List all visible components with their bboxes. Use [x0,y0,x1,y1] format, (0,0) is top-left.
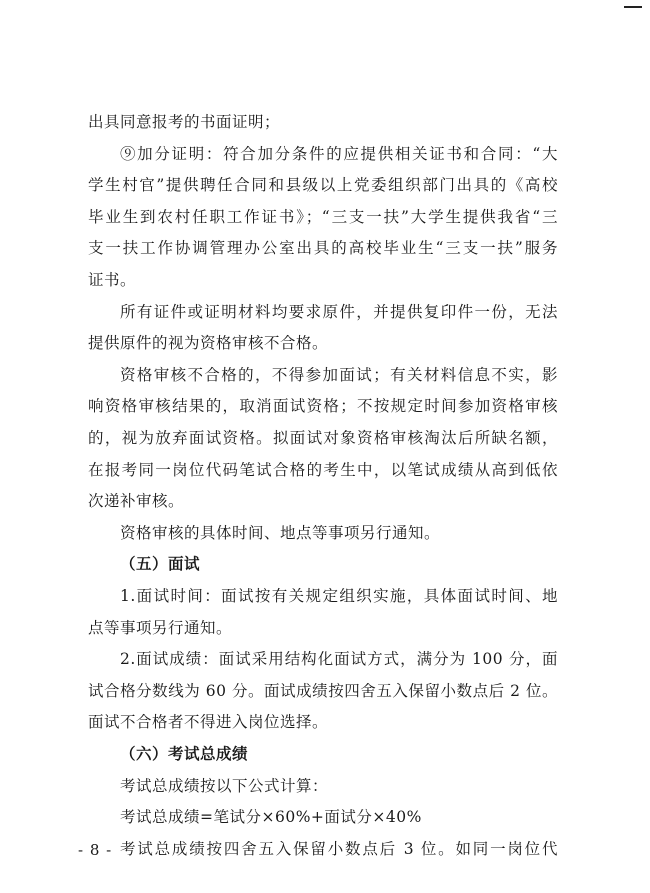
text-line: 在报考同一岗位代码笔试合格的考生中，以笔试成绩从高到低依 [88,461,558,479]
text-line: 的，视为放弃面试资格。拟面试对象资格审核淘汰后所缺名额， [88,429,558,447]
text-line: 所有证件或证明材料均要求原件，并提供复印件一份，无法 [120,303,558,321]
text-line: 考试总成绩=笔试分×60%+面试分×40% [120,808,422,826]
text-line: 1.面试时间：面试按有关规定组织实施，具体面试时间、地 [120,587,558,605]
text-line: 考试总成绩按以下公式计算： [120,777,329,795]
text-line: 毕业生到农村任职工作证书》；“三支一扶”大学生提供我省“三 [88,208,558,226]
text-line: 支一扶工作协调管理办公室出具的高校毕业生“三支一扶”服务 [88,239,558,257]
text-line: 点等事项另行通知。 [88,619,233,637]
section-heading: （五）面试 [120,554,201,573]
section-heading: （六）考试总成绩 [120,744,249,763]
text-line: 证书。 [88,271,137,289]
text-line: 学生村官”提供聘任合同和县级以上党委组织部门出具的《高校 [88,176,558,194]
corner-mark [624,6,642,8]
text-line: 出具同意报考的书面证明； [88,113,281,131]
text-line: 次递补审核。 [88,492,185,510]
text-line: 资格审核的具体时间、地点等事项另行通知。 [120,524,441,542]
text-line: 响资格审核结果的，取消面试资格；不按规定时间参加资格审核 [88,397,558,415]
text-line: 面试不合格者不得进入岗位选择。 [88,713,329,731]
text-line: 试合格分数线为 60 分。面试成绩按四舍五入保留小数点后 2 位。 [88,682,558,700]
text-line: 2.面试成绩：面试采用结构化面试方式，满分为 100 分，面 [120,650,558,668]
text-line: 提供原件的视为资格审核不合格。 [88,334,329,352]
page-number: - 8 - [78,841,113,859]
text-line: ⑨加分证明：符合加分条件的应提供相关证书和合同：“大 [120,145,558,163]
text-line: 考试总成绩按四舍五入保留小数点后 3 位。如同一岗位代 [120,840,558,858]
text-line: 资格审核不合格的，不得参加面试；有关材料信息不实，影 [120,366,558,384]
